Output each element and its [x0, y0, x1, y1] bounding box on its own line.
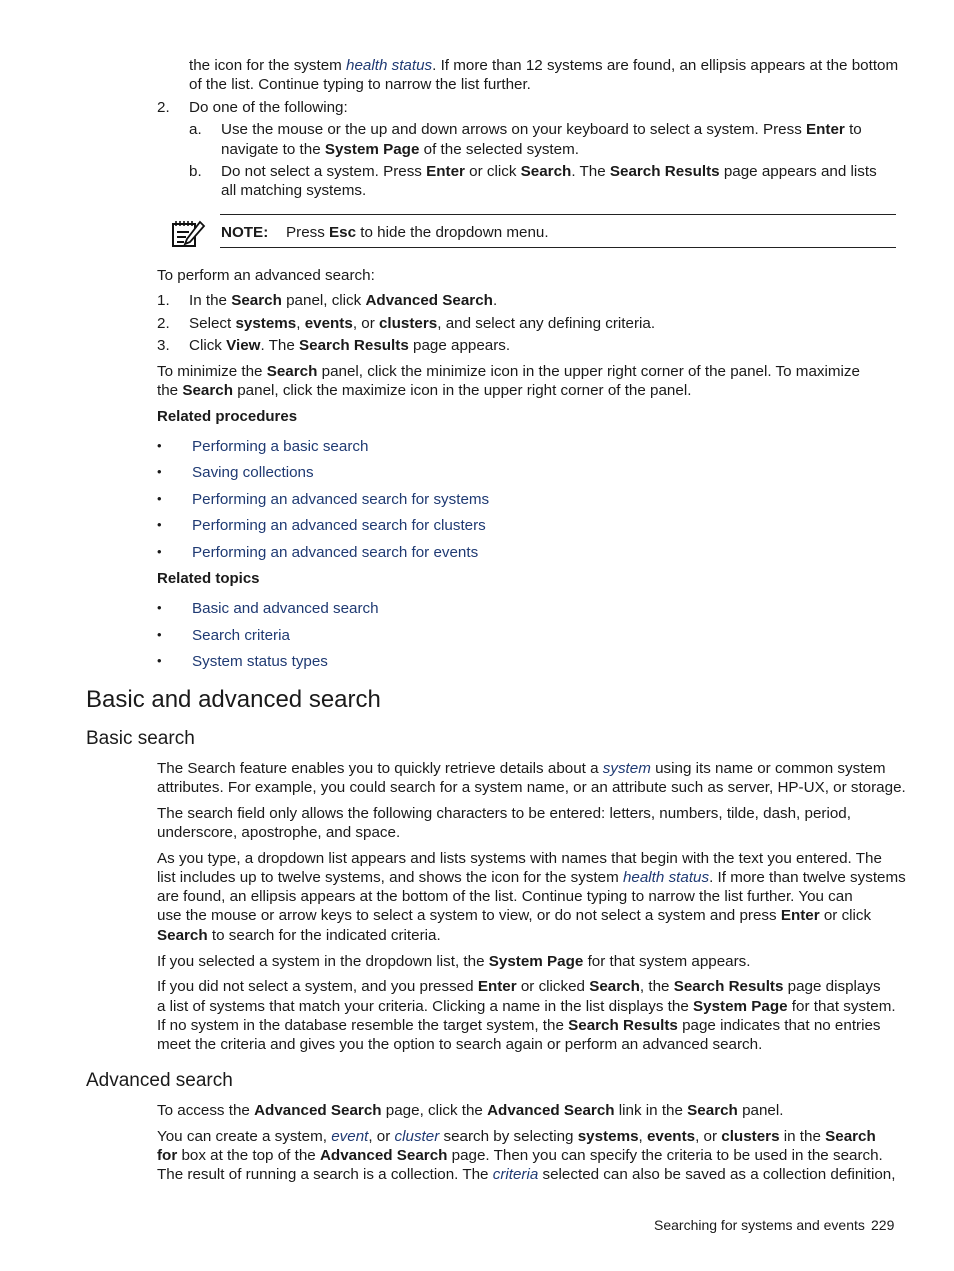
- advanced-p2-line3: The result of running a search is a collection. The criteria selected can also be saved as a collection definition,: [157, 1166, 896, 1183]
- advanced-intro: To perform an advanced search:: [157, 267, 375, 284]
- advanced-p2-line2: for box at the top of the Advanced Search page. Then you can specify the criteria to be used in the search.: [157, 1147, 883, 1164]
- basic-p5-line2: a list of systems that match your criteria. Clicking a name in the list displays the System Page for that system.: [157, 998, 896, 1015]
- basic-p4: If you selected a system in the dropdown list, the System Page for that system appears.: [157, 953, 751, 970]
- criteria-link[interactable]: criteria: [492, 1166, 539, 1183]
- health-status-link[interactable]: health status: [346, 57, 433, 74]
- footer-section-title: Searching for systems and events: [654, 1217, 865, 1233]
- minimize-line1: To minimize the Search panel, click the minimize icon in the upper right corner of the panel. To maximize: [157, 363, 860, 380]
- page-number: 229: [871, 1217, 895, 1233]
- continued-step-line1: the icon for the system health status. If more than 12 systems are found, an ellipsis appears at the bottom: [189, 57, 899, 74]
- basic-p3-line3: are found, an ellipsis appears at the bottom of the list. Continue typing to narrow the list further. You can: [157, 888, 853, 905]
- adv-step-num-2: 2.: [157, 315, 170, 332]
- bullet: •: [157, 491, 162, 506]
- step-number: 2.: [157, 99, 170, 116]
- advanced-p1: To access the Advanced Search page, click the Advanced Search link in the Search panel.: [157, 1102, 784, 1119]
- substep-label-b: b.: [189, 163, 202, 180]
- bullet: •: [157, 544, 162, 559]
- substep-b-line1: Do not select a system. Press Enter or click Search. The Search Results page appears and lists: [221, 163, 877, 180]
- basic-p5-line3: If no system in the database resemble the target system, the Search Results page indicates that no entries: [157, 1017, 881, 1034]
- related-procedures-title: Related procedures: [157, 408, 298, 425]
- adv-step-2: Select systems, events, or clusters, and select any defining criteria.: [189, 315, 656, 332]
- bullet: •: [157, 464, 162, 479]
- link-search-criteria[interactable]: Search criteria: [192, 627, 290, 644]
- basic-p3-line5: Search to search for the indicated criteria.: [157, 927, 441, 944]
- adv-step-1: In the Search panel, click Advanced Search.: [189, 292, 498, 309]
- bullet: •: [157, 653, 162, 668]
- basic-p5-line1: If you did not select a system, and you pressed Enter or clicked Search, the Search Results page displays: [157, 978, 881, 995]
- basic-p3-line4: use the mouse or arrow keys to select a system to view, or do not select a system and press Enter or click: [157, 907, 872, 924]
- note-pad-icon: [170, 218, 206, 250]
- basic-search-title: Basic search: [86, 728, 195, 749]
- health-status-link[interactable]: health status: [622, 869, 710, 886]
- substep-a-line2: navigate to the System Page of the selected system.: [221, 141, 579, 158]
- adv-step-num-1: 1.: [157, 292, 170, 309]
- basic-p5-line4: meet the criteria and gives you the option to search again or perform an advanced search.: [157, 1036, 763, 1053]
- link-saving-collections[interactable]: Saving collections: [192, 464, 314, 481]
- basic-p2-line2: underscore, apostrophe, and space.: [157, 824, 401, 841]
- adv-step-3: Click View. The Search Results page appears.: [189, 337, 511, 354]
- adv-step-num-3: 3.: [157, 337, 170, 354]
- section-title: Basic and advanced search: [86, 686, 381, 713]
- basic-p1-line1: The Search feature enables you to quickly retrieve details about a system using its name or common system: [157, 760, 886, 777]
- note-label: NOTE:: [221, 224, 269, 241]
- link-system-status-types[interactable]: System status types: [192, 653, 328, 670]
- bullet: •: [157, 438, 162, 453]
- continued-step-line2: of the list. Continue typing to narrow the list further.: [189, 76, 531, 93]
- link-advanced-search-clusters[interactable]: Performing an advanced search for clusters: [192, 517, 486, 534]
- note-text: Press Esc to hide the dropdown menu.: [286, 224, 549, 241]
- basic-p2-line1: The search field only allows the following characters to be entered: letters, numbers, tilde, dash, period,: [157, 805, 851, 822]
- bullet: •: [157, 517, 162, 532]
- related-topics-title: Related topics: [157, 570, 260, 587]
- system-link[interactable]: system: [602, 760, 651, 777]
- basic-p3-line2: list includes up to twelve systems, and shows the icon for the system health status. If more than twelve systems: [157, 869, 906, 886]
- link-basic-advanced-search[interactable]: Basic and advanced search: [192, 600, 379, 617]
- link-performing-basic-search[interactable]: Performing a basic search: [192, 438, 369, 455]
- bullet: •: [157, 600, 162, 615]
- cluster-link[interactable]: cluster: [394, 1128, 440, 1145]
- advanced-search-title: Advanced search: [86, 1070, 233, 1091]
- basic-p3-line1: As you type, a dropdown list appears and lists systems with names that begin with the text you entered. The: [157, 850, 882, 867]
- note-bottom-rule: [220, 247, 896, 248]
- bullet: •: [157, 627, 162, 642]
- link-advanced-search-events[interactable]: Performing an advanced search for events: [192, 544, 479, 561]
- note-top-rule: [220, 214, 896, 215]
- basic-p1-line2: attributes. For example, you could search for a system name, or an attribute such as server, HP-UX, or storage.: [157, 779, 906, 796]
- substep-a-line1: Use the mouse or the up and down arrows on your keyboard to select a system. Press Enter to: [221, 121, 862, 138]
- step-text: Do one of the following:: [189, 99, 348, 116]
- event-link[interactable]: event: [331, 1128, 369, 1145]
- substep-label-a: a.: [189, 121, 202, 138]
- minimize-line2: the Search panel, click the maximize icon in the upper right corner of the panel.: [157, 382, 692, 399]
- link-advanced-search-systems[interactable]: Performing an advanced search for systems: [192, 491, 490, 508]
- substep-b-line2: all matching systems.: [221, 182, 367, 199]
- advanced-p2-line1: You can create a system, event, or cluster search by selecting systems, events, or clusters in the Search: [157, 1128, 876, 1145]
